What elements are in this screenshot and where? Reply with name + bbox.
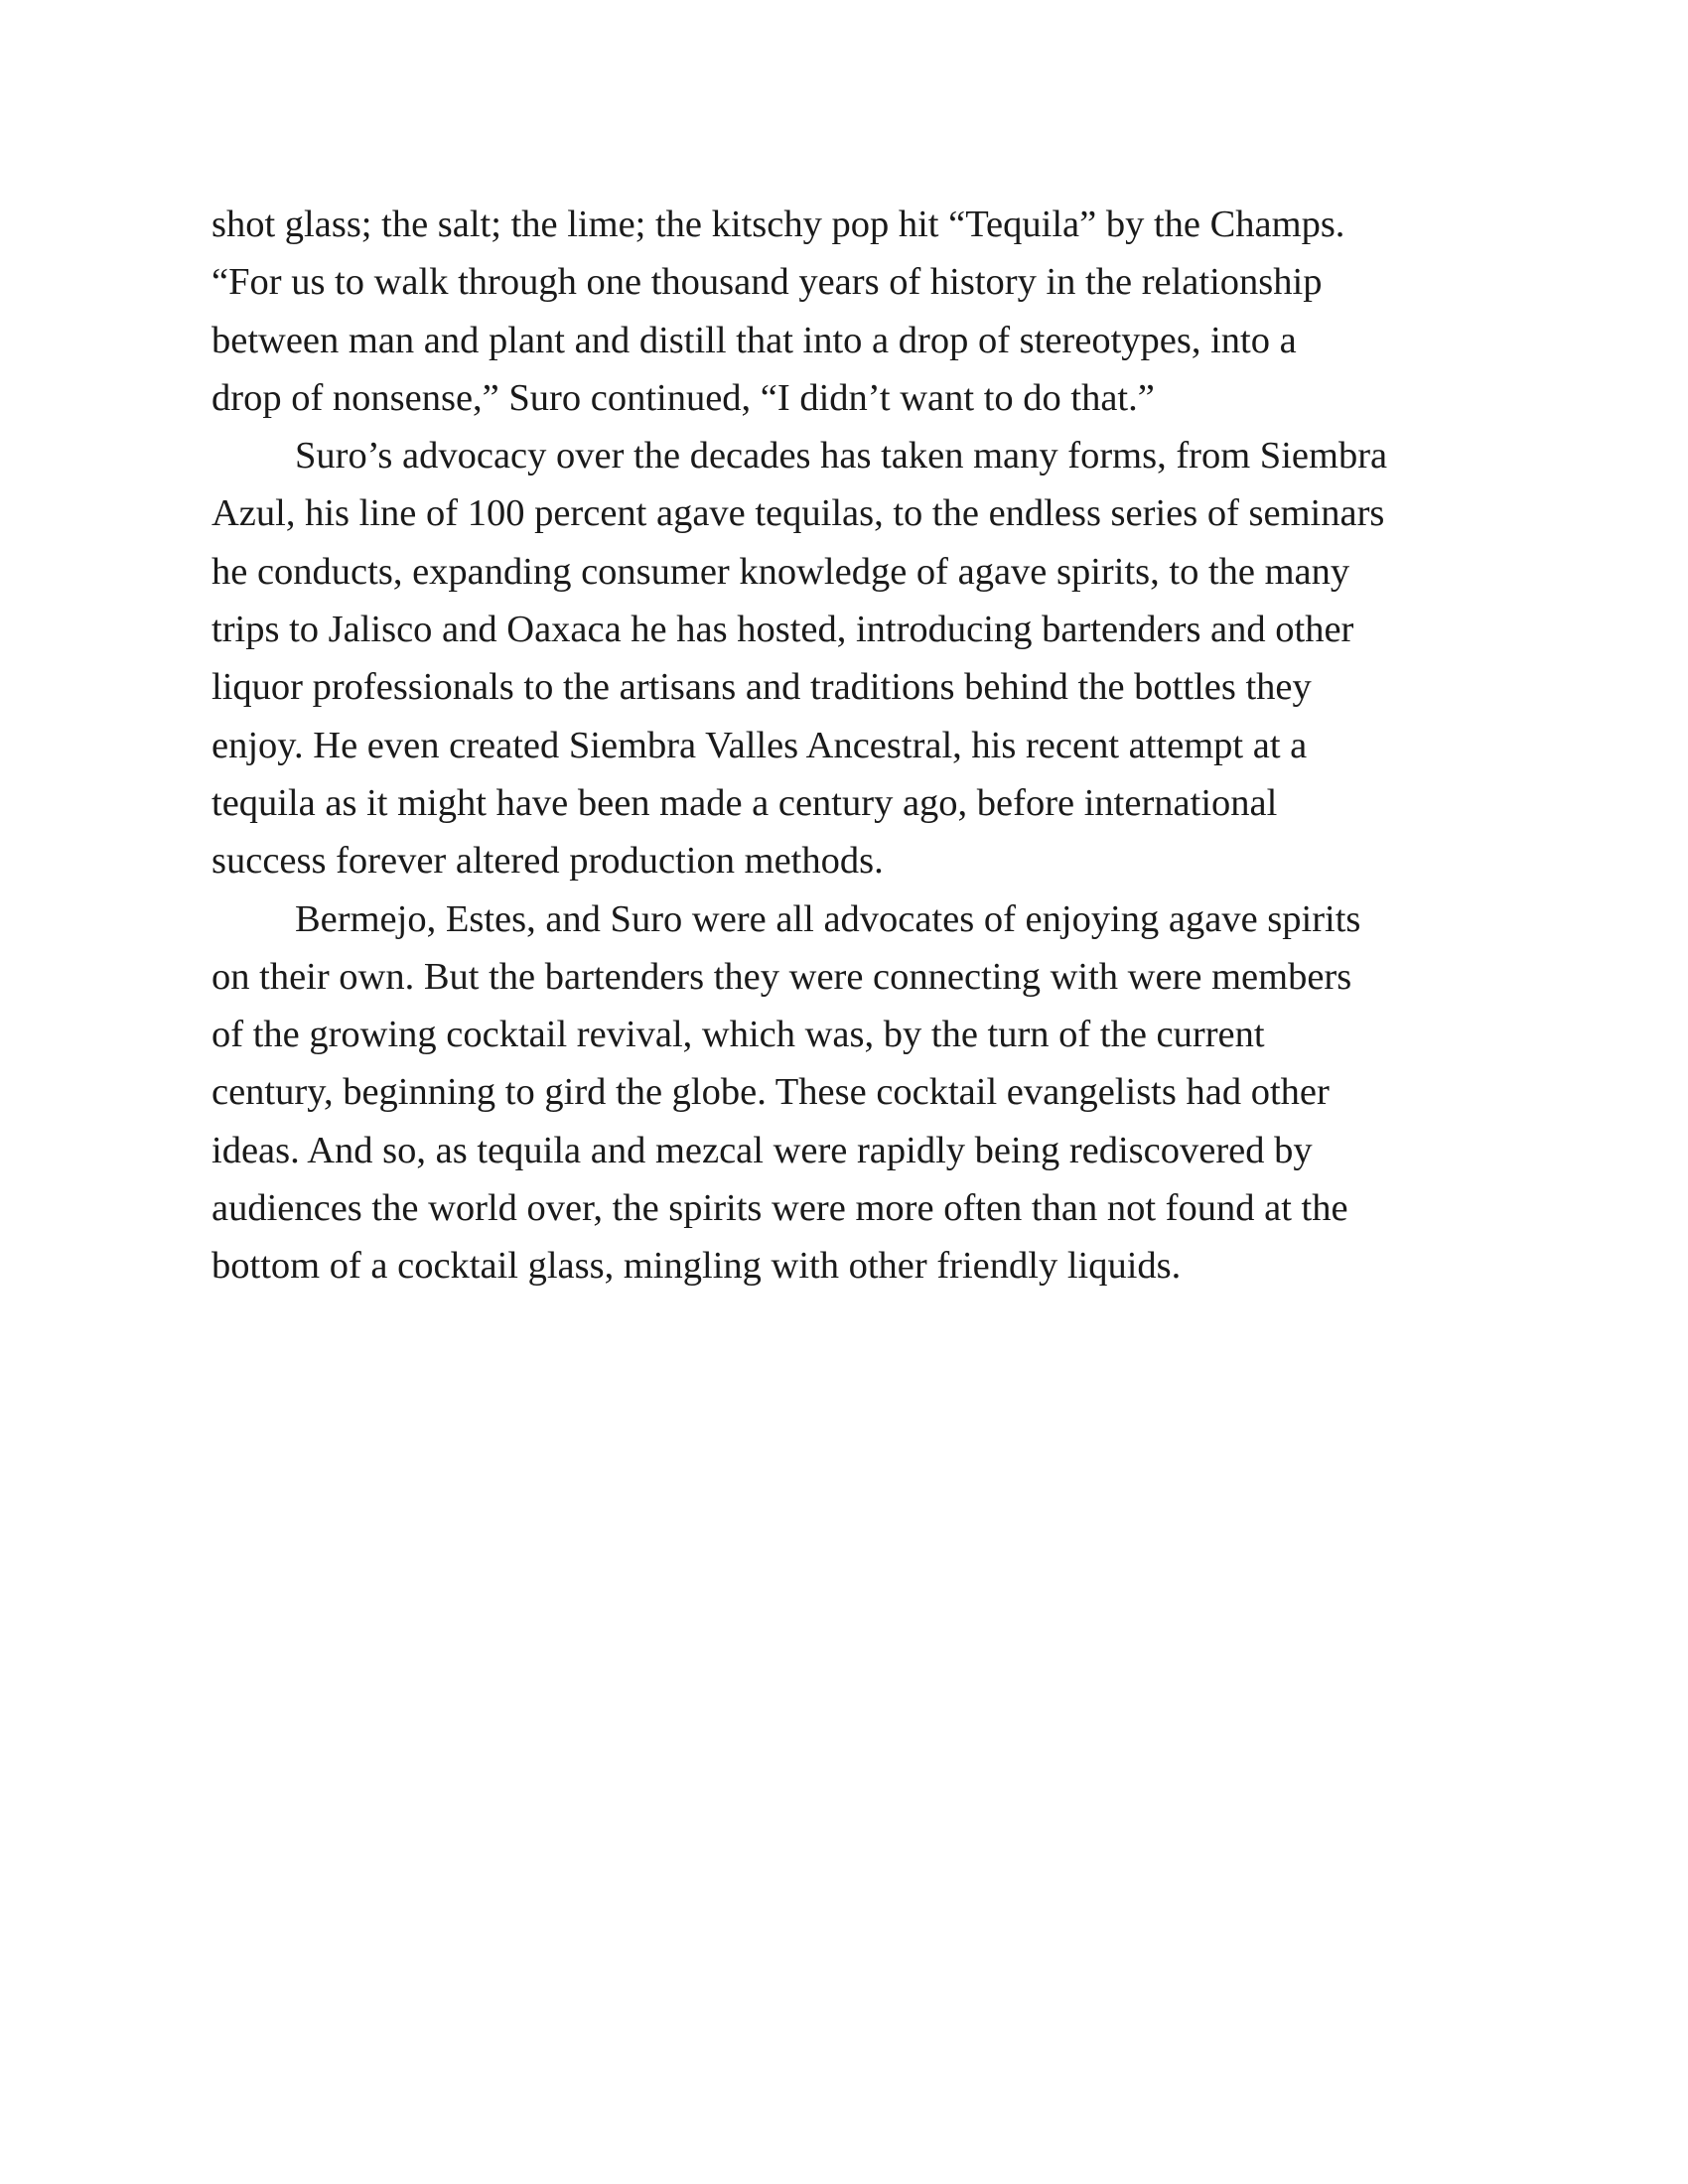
text-line: of the growing cocktail revival, which was, by the turn of the current: [211, 1014, 1265, 1056]
text-line: ideas. And so, as tequila and mezcal were rapidly being rediscovered by: [211, 1129, 1313, 1171]
paragraph-3: [211, 890, 1492, 1296]
paragraph-2: [211, 427, 1492, 889]
text-line: drop of nonsense,” Suro continued, “I didn’t want to do that.”: [211, 376, 1155, 419]
paragraph-1: [211, 196, 1492, 427]
text-line: between man and plant and distill that into a drop of stereotypes, into a: [211, 319, 1297, 361]
text-line: Suro’s advocacy over the decades has taken many forms, from Siembra: [295, 435, 1388, 478]
text-line: bottom of a cocktail glass, mingling with other friendly liquids.: [211, 1245, 1182, 1288]
text-line: audiences the world over, the spirits were more often than not found at the: [211, 1187, 1348, 1230]
text-line: century, beginning to gird the globe. These cocktail evangelists had other: [211, 1071, 1330, 1114]
body-text: [211, 196, 1492, 1296]
text-line: shot glass; the salt; the lime; the kitschy pop hit “Tequila” by the Champs.: [211, 204, 1345, 245]
text-line: trips to Jalisco and Oaxaca he has hosted, introducing bartenders and other: [211, 609, 1354, 651]
text-line: Azul, his line of 100 percent agave tequilas, to the endless series of seminars: [211, 492, 1385, 535]
text-line: Bermejo, Estes, and Suro were all advocates of enjoying agave spirits: [295, 897, 1361, 940]
text-line: tequila as it might have been made a century ago, before international: [211, 781, 1278, 824]
text-line: success forever altered production methods.: [211, 840, 884, 883]
text-line: he conducts, expanding consumer knowledge of agave spirits, to the many: [211, 550, 1350, 593]
text-line: “For us to walk through one thousand years of history in the relationship: [211, 261, 1323, 304]
text-line: on their own. But the bartenders they were connecting with were members: [211, 955, 1352, 998]
text-line: liquor professionals to the artisans and traditions behind the bottles they: [211, 666, 1312, 709]
text-line: enjoy. He even created Siembra Valles Ancestral, his recent attempt at a: [211, 724, 1308, 766]
